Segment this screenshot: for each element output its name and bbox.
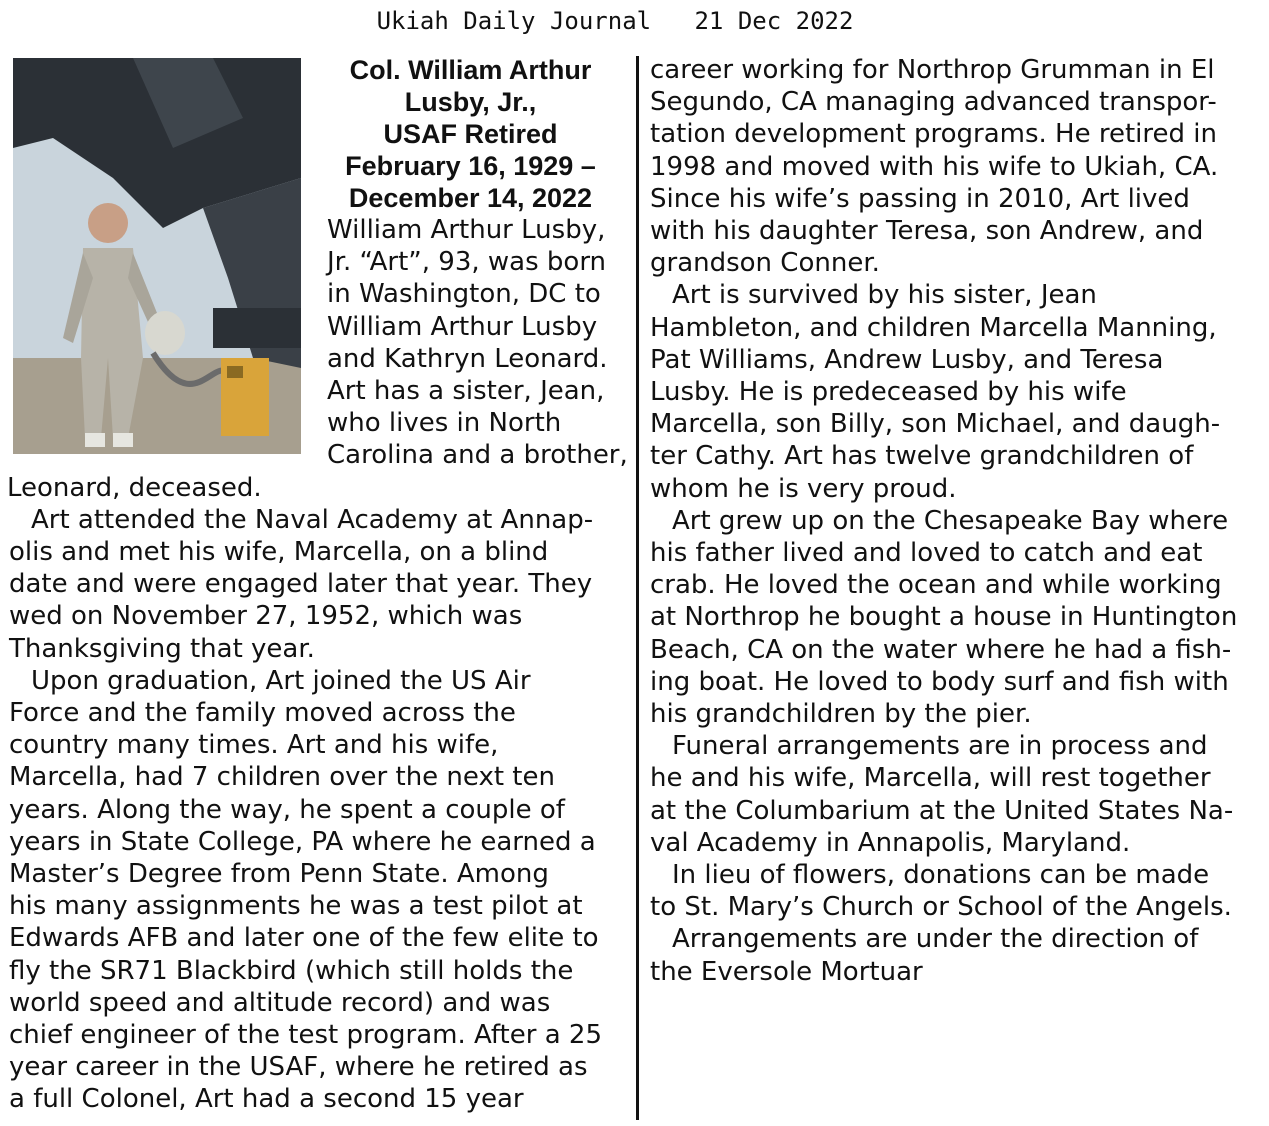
paragraph-intro: William Arthur Lusby, Jr. “Art”, 93, was born in Washington, DC to William Arthur Lusby and Kathryn Leonard. Art has a sister, Jean, who lives in North Carolina and a brother, Leonard, deceased. — [7, 215, 628, 503]
headline-birth: February 16, 1929 – — [345, 151, 596, 181]
left-column — [9, 54, 634, 1116]
pilot-photo-icon — [13, 58, 301, 454]
paragraph-funeral: Funeral arrangements are in process and he and his wife, Marcella, will rest together at the Columbarium at the United States Na- val Academy in Annapolis, Maryland. — [650, 731, 1234, 858]
paragraph-chesapeake: Art grew up on the Chesapeake Bay where his father lived and loved to catch and eat crab. He loved the ocean and while working at Northrop he bought a house in Huntington Beach, CA on the water where he had a fish- ing boat. He loved to body surf and fish with his grandchildren by the pier. — [650, 505, 1238, 730]
paragraph-arrangements: Arrangements are under the direction of the Eversole Mortuar — [650, 924, 1199, 987]
paragraph-survivors: Art is survived by his sister, Jean Hambleton, and children Marcella Manning, Pat Williams, Andrew Lusby, and Teresa Lusby. He is predeceased by his wife Marcella, son Billy, son Michael, and daugh- ter Cathy. Art has twelve grandchildren of whom he is very proud. — [650, 280, 1221, 504]
publication-date: 21 Dec 2022 — [694, 7, 854, 35]
masthead — [0, 4, 1230, 38]
paragraph-donations: In lieu of flowers, donations can be made to St. Mary’s Church or School of the Angels. — [650, 860, 1232, 923]
headline-death: December 14, 2022 — [348, 183, 593, 213]
paragraph-air-force: Upon graduation, Art joined the US Air Force and the family moved across the country many times. Art and his wife, Marcella, had 7 children over the next ten years. Along the way, he spent a couple of years in State College, PA where he earned a Master’s Degree from Penn State. Among his many assignments he was a test pilot at Edwards AFB and later one of the few elite to fly the SR71 Blackbird (which still holds the world speed and altitude record) and was chief engineer of the test program. After a 25 year career in the USAF, where he retired as a full Colonel, Art had a second 15 year — [9, 665, 602, 1115]
publication-name: Ukiah Daily Journal — [376, 7, 652, 35]
headline-suffix: Lusby, Jr., — [404, 87, 537, 117]
paragraph-northrop-career: career working for Northrop Grumman in El Segundo, CA managing advanced transpor- tation development programs. He retired in 1998 and moved with his wife to Ukiah, CA. Since his wife’s passing in 2010, Art lived with his daughter Teresa, son Andrew, and grandson Conner. — [650, 55, 1219, 279]
headline-name: Col. William Arthur — [349, 55, 592, 85]
headline-rank: USAF Retired — [383, 119, 558, 149]
paragraph-naval-academy: Art attended the Naval Academy at Annap- olis and met his wife, Marcella, on a blind date and were engaged later that year. They wed on November 27, 1952, which was Thanksgiving that year. — [9, 504, 594, 664]
right-column — [650, 54, 1265, 988]
